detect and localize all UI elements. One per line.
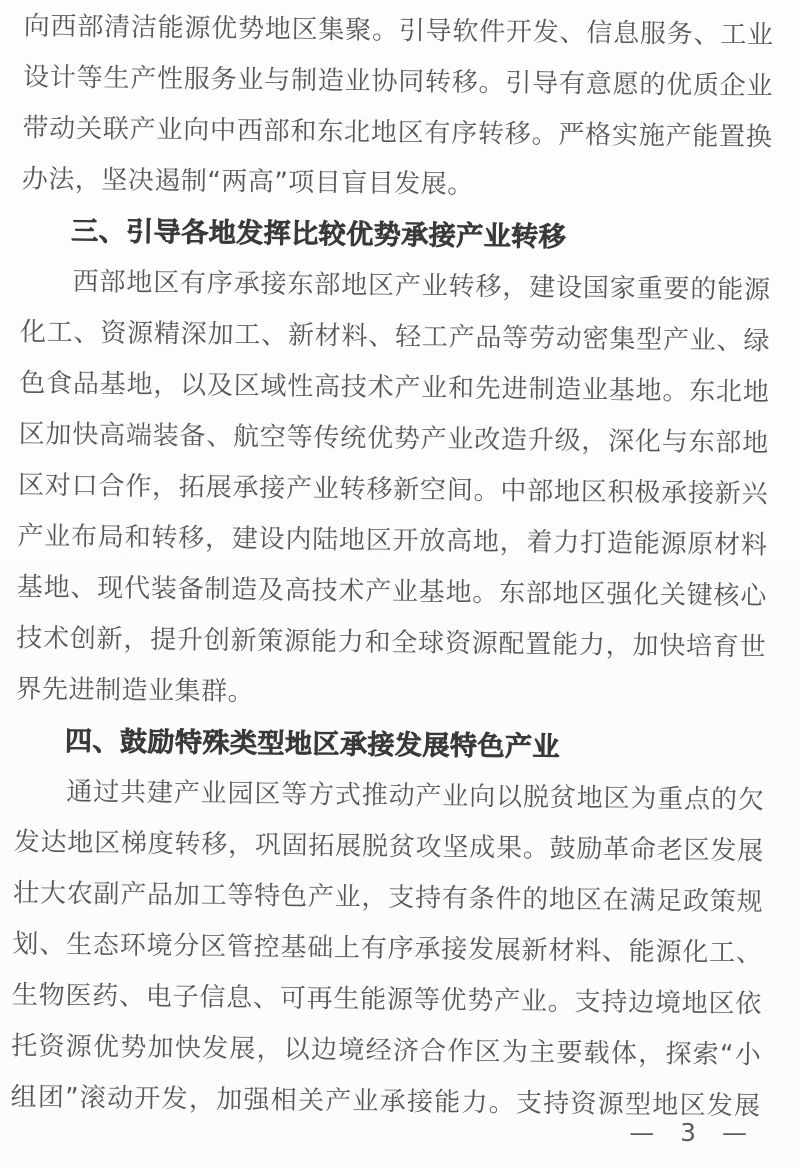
body-line: 基地、现代装备制造及高技术产业基地。东部地区强化关键核心	[16, 572, 767, 612]
body-line: 化工、资源精深加工、新材料、轻工产品等劳动密集型产业、绿	[19, 317, 771, 357]
body-line: 区对口合作，拓展承接产业转移新空间。中部地区积极承接新兴	[17, 470, 769, 510]
body-line: 技术创新，提升创新策源能力和全球资源配置能力，加快培育世	[16, 623, 767, 663]
body-line: 生物医药、电子信息、可再生能源等优势产业。支持边境地区依	[11, 980, 763, 1020]
document-body	[10, 1, 774, 1132]
body-line: 通过共建产业园区等方式推动产业向以脱贫地区为重点的欠	[66, 776, 765, 816]
body-line: 带动关联产业向中西部和东北地区有序转移。严格实施产能置换	[22, 113, 773, 153]
page-number: — 3 —	[629, 1118, 748, 1147]
section-heading-3: 三、引导各地发挥比较优势承接产业转移	[71, 216, 567, 254]
body-line: 设计等生产性服务业与制造业协同转移。引导有意愿的优质企业	[22, 62, 774, 102]
body-line: 西部地区有序承接东部地区产业转移，建设国家重要的能源	[72, 267, 771, 306]
body-line: 向西部清洁能源优势地区集聚。引导软件开发、信息服务、工业	[23, 11, 774, 51]
body-line: 界先进制造业集群。	[15, 674, 255, 708]
body-line: 产业布局和转移，建设内陆地区开放高地，着力打造能源原材料	[17, 521, 768, 561]
body-line: 色食品基地，以及区域性高技术产业和先进制造业基地。东北地	[19, 368, 770, 408]
body-line: 组团”滚动开发，加强相关产业承接能力。支持资源型地区发展	[10, 1082, 761, 1122]
body-line: 划、生态环境分区管控基础上有序承接发展新材料、能源化工、	[12, 929, 763, 969]
body-line: 托资源优势加快发展，以边境经济合作区为主要载体，探索“小	[11, 1031, 762, 1071]
body-line: 发达地区梯度转移，巩固拓展脱贫攻坚成果。鼓励革命老区发展	[13, 827, 764, 867]
section-heading-4: 四、鼓励特殊类型地区承接发展特色产业	[64, 725, 561, 764]
body-line: 办法，坚决遏制“两高”项目盲目发展。	[21, 164, 474, 200]
body-line: 区加快高端装备、航空等传统优势产业改造升级，深化与东部地	[18, 419, 769, 459]
body-line: 壮大农副产品加工等特色产业，支持有条件的地区在满足政策规	[12, 878, 764, 918]
